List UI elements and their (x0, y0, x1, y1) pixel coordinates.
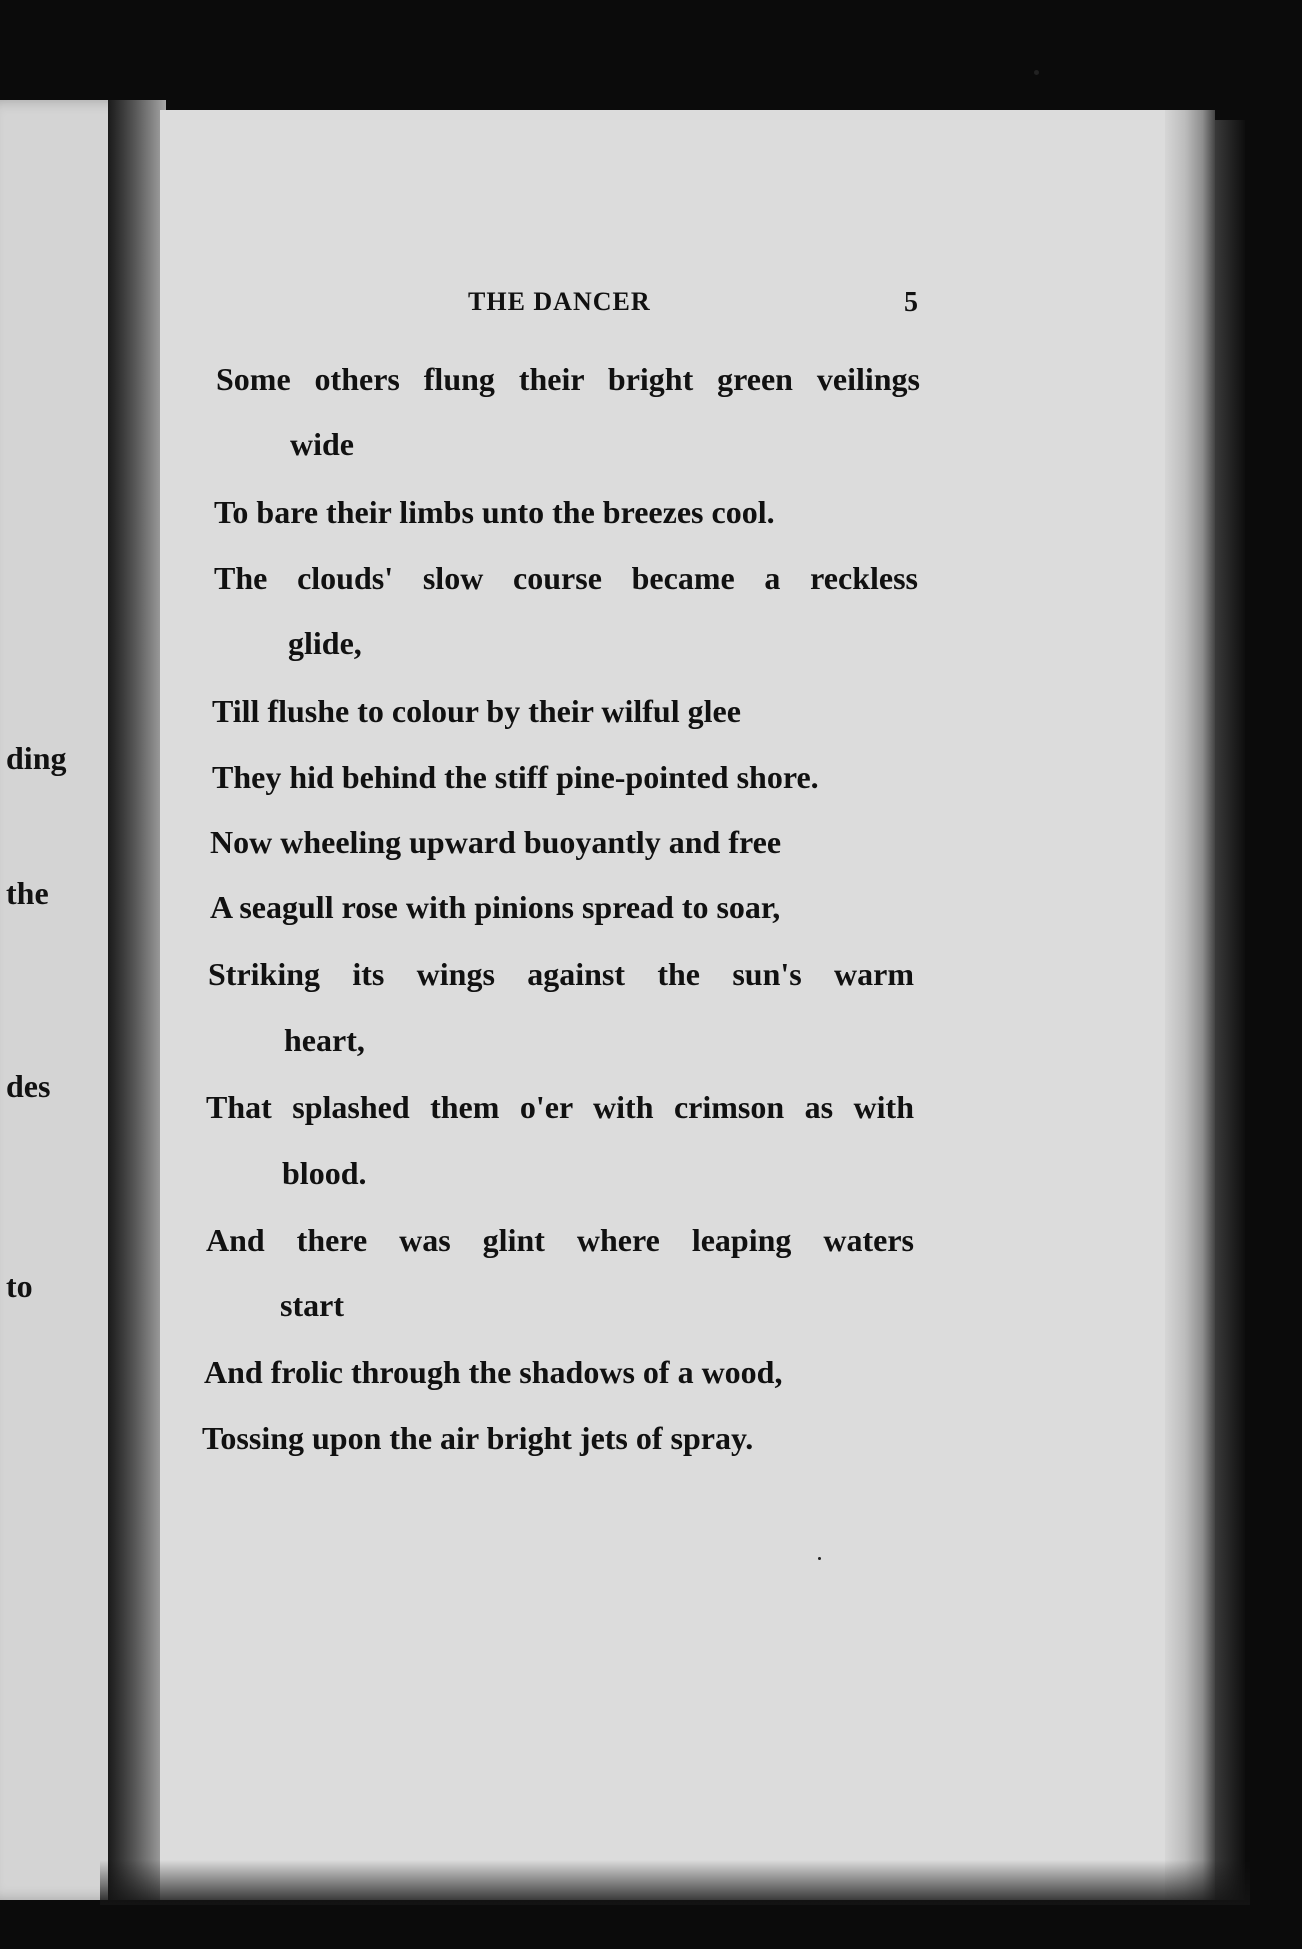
poem-line: wide (290, 426, 354, 462)
poem-line: Striking its wings against the sun's warm (208, 956, 914, 992)
poem-line: They hid behind the stiff pine-pointed shore. (212, 759, 819, 795)
left-page-fragment: ding (6, 740, 67, 776)
left-page-fragment: to (6, 1268, 33, 1304)
poem-line: The clouds' slow course became a reckless (214, 560, 918, 596)
speck (1034, 70, 1039, 75)
poem-line: heart, (284, 1022, 365, 1058)
speck (818, 1557, 821, 1560)
poem-line: start (280, 1287, 344, 1323)
bottom-shadow (100, 1860, 1250, 1905)
poem-line: And there was glint where leaping waters (206, 1222, 914, 1258)
poem-line: Now wheeling upward buoyantly and free (210, 824, 782, 860)
poem-line: Till flushe to colour by their wilful glee (212, 693, 741, 729)
poem-line: Tossing upon the air bright jets of spray. (202, 1420, 754, 1456)
poem-line: To bare their limbs unto the breezes cool. (214, 494, 775, 530)
page-number: 5 (904, 287, 918, 318)
book-cover-edge (1215, 120, 1245, 1900)
poem-line: glide, (288, 625, 362, 661)
left-page-fragment: des (6, 1068, 51, 1104)
poem-line: Some others flung their bright green veilings (216, 361, 920, 397)
left-page-fragment: the (6, 875, 49, 911)
poem-line: That splashed them o'er with crimson as with (206, 1089, 914, 1125)
poem-line: And frolic through the shadows of a wood, (204, 1354, 783, 1390)
book-gutter (108, 100, 166, 1900)
poem-line: blood. (282, 1155, 367, 1191)
running-head: THE DANCER (468, 287, 651, 316)
page-edge (1165, 110, 1215, 1900)
poem-line: A seagull rose with pinions spread to soar, (210, 889, 781, 925)
